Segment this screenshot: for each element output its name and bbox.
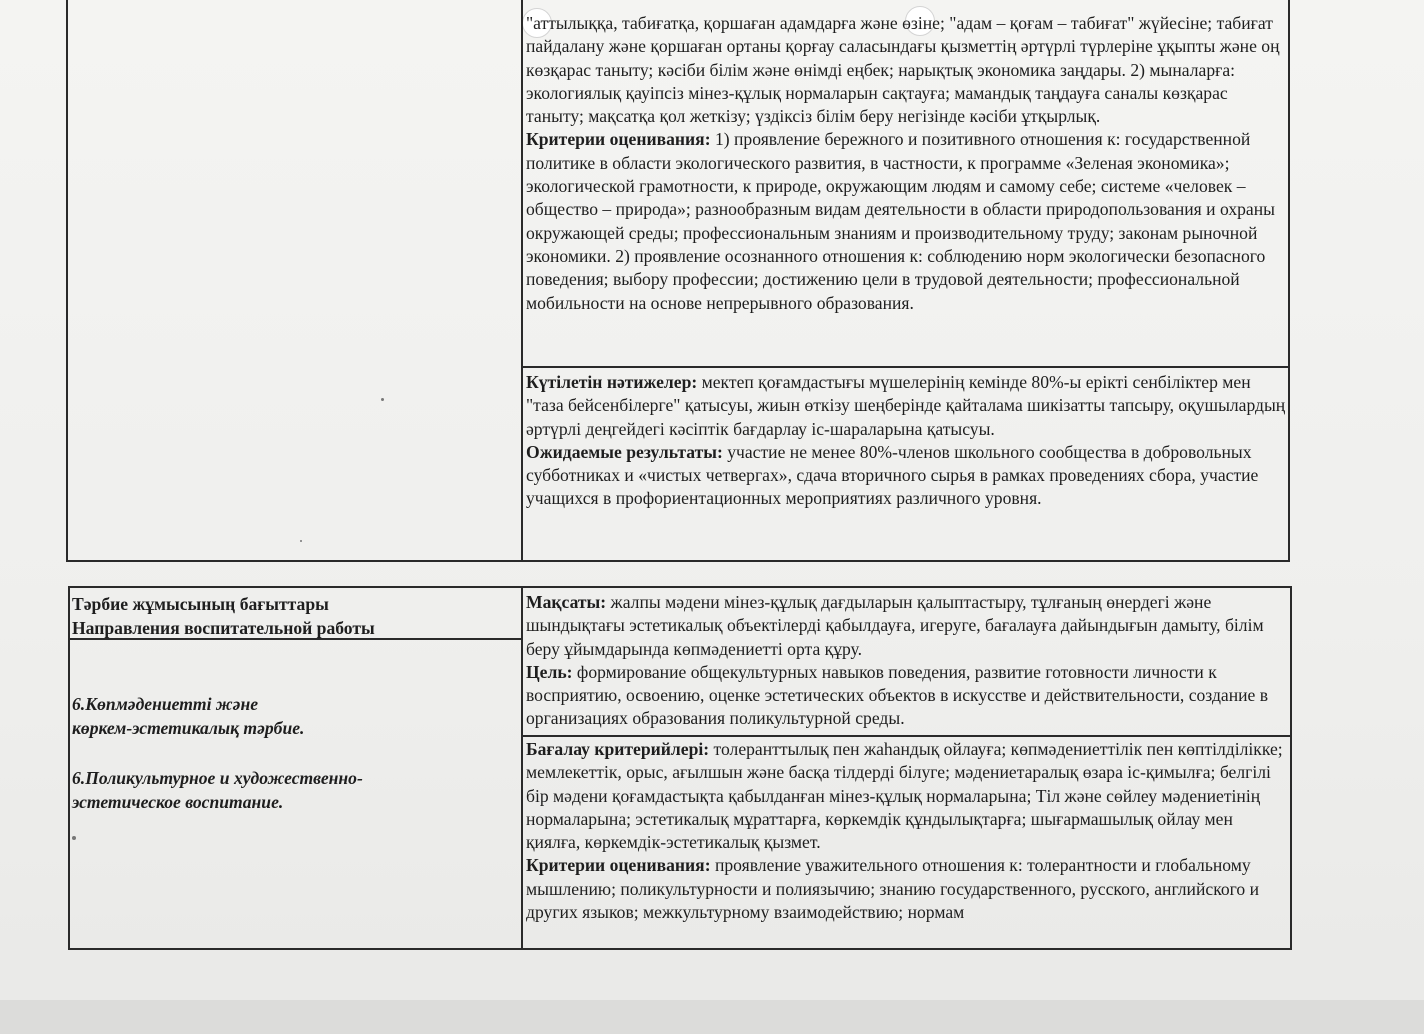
criteria-ru-label: Критерии оценивания: [526,129,711,150]
table1-row-divider [521,366,1290,368]
table1-criteria-cell [526,12,1286,315]
results-kk-label: Күтілетін нәтижелер: [526,372,698,392]
goal-ru-label: Цель: [526,661,573,682]
goal-ru-text: формирование общекультурных навыков поведения, развитие готовности личности к восприятию, освоению, оценке эстетических объектов в искусстве и действительности, создание в организациях образования поликультурной среды. [526,661,1269,729]
criteria2-ru-paragraph [526,854,1290,924]
criteria-kk-continuation: "аттылыққа, табиғатқа, қоршаған адамдарға және өзіне; "адам – қоғам – табиғат" жүйесіне; табиғат пайдалану және қоршаған ортаны қорғау саласындағы қызметтің әртүрлі түрлеріне ұқыпты және оң көзқарас таныту; кәсіби білім және өнімді еңбек; нарықтық экономика заңдары. 2) мыналарға: экологиялық қауіпсіз мінез-құлық нормаларын сақтауға; мамандық таңдауға саналы көзқарас таныту; мақсатқа қол жеткізу; үздіксіз білім беру негізінде кәсіби ұтқырлық. [526,13,1280,127]
header-ru: Направления воспитательной работы [72,618,375,638]
criteria2-ru-text: проявление уважительного отношения к: толерантности и глобальному мышлению; поликультурности и полиязычию; знанию государственного, русского, английского и других языков; межкультурному взаимодействию; нормам [526,855,1260,923]
table2-right-row-divider [521,735,1292,737]
table1-column-divider [521,0,523,562]
criteria-ru-paragraph [526,128,1286,314]
direction-ru-line1: 6.Поликультурное и художественно- [72,768,363,788]
direction-kk-line1: 6.Көпмәдениетті және [72,694,259,714]
table1-right-border [1288,0,1290,562]
goal-ru-paragraph [526,661,1290,731]
results-ru-label: Ожидаемые результаты: [526,441,723,462]
criteria2-kk-text: толеранттылық пен жаһандық ойлауға; көпмәдениеттілік пен көптілділікке; мемлекеттік, орыс, ағылшын және басқа тілдерді білуге; мәдениетаралық өзара іс-қимылға; белгілі бір мәдени қоғамдастықта қабылданған мінез-құлық нормаларына; Тіл және сөйлеу мәдениетінің нормаларына; эстетикалық мұраттарға, көркемдік құндылықтарға; шығармашылық ойлау мен қиялға, көркемдік-эстетикалық қызмет. [526,739,1283,853]
goal-kk-text: жалпы мәдени мінез-құлық дағдыларын қалыптастыру, тұлғаның өнердегі және шындықтағы эстетикалық объектілерді қабылдауға, игеруге, бағалауға дайындығын дамыту, білім беру ұйымдарында көпмәдениетті орта құру. [526,592,1264,659]
table1-bottom-border [66,560,1290,562]
criteria-ru-text: 1) проявление бережного и позитивного отношения к: государственной политике в области экологического развития, в частности, к программе «Зеленая экономика»; экологической грамотности, к природе, окружающим людям и самому себе; системе «человек – общество – природа»; разнообразным видам деятельности в области природопользования и охраны окружающей среды; профессиональным знаниям и производительному труду; законам рыночной экономики. 2) проявление осознанного отношения к: соблюдению норм экологически безопасного поведения; выбору профессии; достижению цели в трудовой деятельности; профессиональной мобильности на основе непрерывного образования. [526,129,1275,313]
direction-ru-line2: эстетическое воспитание. [72,792,284,812]
results-ru-text: участие не менее 80%-членов школьного сообщества в добровольных субботниках и «чистых четвергах», сдача вторичного сырья в рамках проведениях сбора, участие учащихся в профориентационных мероприятиях различного уровня. [526,441,1259,509]
results-kk-paragraph [526,371,1286,441]
table2-goal-cell [526,591,1290,731]
table2-criteria-cell [526,738,1290,924]
results-kk-text: мектеп қоғамдастығы мүшелерінің кемінде 80%-ы ерікті сенбіліктер мен "таза бейсенбілерге" қатысуы, жиын өткізу шеңберінде қайталама шикізатты тапсыру, оқушылардың әртүрлі деңгейдегі кәсіптік бағдарлау іс-шараларына қатысуы. [526,372,1286,439]
criteria2-kk-label: Бағалау критерийлері: [526,739,710,759]
criteria2-ru-label: Критерии оценивания: [526,855,711,876]
goal-kk-paragraph [526,591,1290,661]
results-ru-paragraph [526,441,1286,511]
table2-direction-cell [72,692,518,814]
table2-column-divider [521,586,523,950]
table2-header-cell [72,592,518,640]
table1-results-cell [526,371,1286,511]
criteria2-kk-paragraph [526,738,1290,854]
goal-kk-label: Мақсаты: [526,592,607,612]
direction-kk-line2: көркем-эстетикалық тәрбие. [72,718,305,738]
table1-left-cell [68,0,521,560]
page-bottom-edge [0,1000,1424,1034]
header-kk: Тәрбие жұмысының бағыттары [72,594,329,614]
